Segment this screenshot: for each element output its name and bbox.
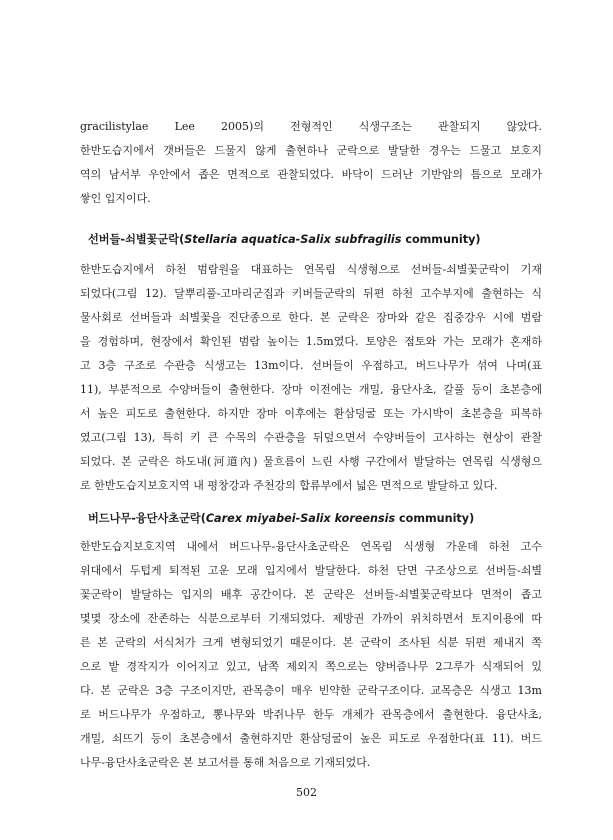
text-line: 쌓인 입지이다. [80,192,151,205]
heading-suffix: community) [395,512,475,525]
heading-korean: 선버들-쇠별꽃군락( [88,233,185,246]
text-line: 다. 본 군락은 3층 구조이지만, 관목층이 매우 빈약한 군락구조이다. 교목층은 식생고 13m [80,684,542,697]
text-line: 서 높은 피도로 출현한다. 하지만 장마 이후에는 환삼덩굴 또는 가시박이 초본층을 피복하 [80,407,542,420]
text-line: 한반도습지보호지역 내에서 버드나무-융단사초군락은 연목림 식생형 가운데 하천 고수 [80,540,542,553]
intro-paragraph [80,115,542,211]
section-heading-carex [88,510,548,528]
text-line: 나무-융단사초군락은 본 보고서를 통해 처음으로 기재되었다. [80,756,371,769]
heading-korean: 버드나무-융단사초군락( [88,512,206,525]
text-line: 고 3층 구조로 수관층 식생고는 13m이다. 선버들이 우점하고, 버드나무가 섞여 나며(표 [80,359,542,372]
text-line: 되었다(그림 12). 달뿌리풀-고마리군집과 키버들군락의 뒤편 하천 고수부지에 출현하는 식 [80,287,542,300]
text-line: 몇몇 장소에 잔존하는 식분으로부터 기재되었다. 제방권 가까이 위치하면서 토지이용에 따 [80,612,542,625]
heading-latin: Carex miyabei-Salix koreensis [205,512,396,525]
text-line: 11), 부분적으로 수양버들이 출현한다. 장마 이전에는 개밀, 융단사초, 갈풀 등이 초본층에 [80,383,542,396]
text-line: gracilistylae Lee 2005)의 전형적인 식생구조는 관찰되지 않았다. [80,120,542,133]
text-line: 였고(그림 13), 특히 키 큰 수목의 수관층을 뒤덮으면서 수양버들이 고사하는 현상이 관찰 [80,431,542,444]
text-line: 물사회로 선버들과 쇠별꽃을 진단종으로 한다. 본 군락은 장마와 같은 집중강우 시에 범람 [80,311,542,324]
text-line: 으로 밭 경작지가 이어지고 있고, 남쪽 제외지 쪽으로는 양버즘나무 2그루가 식재되어 있 [80,660,542,673]
text-line: 한반도습지에서 갯버들은 드물지 않게 출현하나 군락으로 발달한 경우는 드물고 보호지 [80,144,542,157]
text-line: 을 경험하며, 현장에서 확인된 범람 높이는 1.5m였다. 토양은 점토와 가는 모래가 혼재하 [80,335,542,348]
text-line: 로 한반도습지보호지역 내 평창강과 주천강의 합류부에서 넓은 면적으로 발달하고 있다. [80,479,498,492]
heading-latin: Stellaria aquatica-Salix subfragilis [184,233,402,246]
text-line: 한반도습지에서 하천 범람원을 대표하는 연목림 식생형으로 선버들-쇠별꽃군락이 기재 [80,263,542,276]
text-line: 로 버드나무가 우점하고, 뽕나무와 박쥐나무 한두 개체가 관목층에서 출현한다. 융단사초, [80,708,542,721]
section2-paragraph [80,535,542,775]
text-line: 역의 남서부 우안에서 좁은 면적으로 관찰되었다. 바닥이 드러난 기반암의 틈으로 모래가 [80,168,542,181]
heading-suffix: community) [401,233,481,246]
page-number: 502 [296,786,317,799]
section1-paragraph [80,258,542,498]
text-line: 꽃군락이 발달하는 입지의 배후 공간이다. 본 군락은 선버들-쇠별꽃군락보다 면적이 좁고 [80,588,542,601]
text-line: 되었다. 본 군락은 하도내(河道內) 물흐름이 느린 사행 구간에서 발달하는 연목림 식생형으 [80,455,542,468]
text-line: 개밀, 쇠뜨기 등이 초본층에서 출현하지만 환삼덩굴이 높은 피도로 우점한다(표 11). 버드 [80,732,542,745]
section-heading-stellaria [88,231,548,249]
text-line: 른 본 군락의 서식처가 크게 변형되었기 때문이다. 본 군락이 조사된 식분 뒤편 제내지 쪽 [80,636,542,649]
text-line: 위대에서 두텁게 퇴적된 고운 모래 입지에서 발달한다. 하천 단면 구조상으로 선버들-쇠별 [80,564,542,577]
